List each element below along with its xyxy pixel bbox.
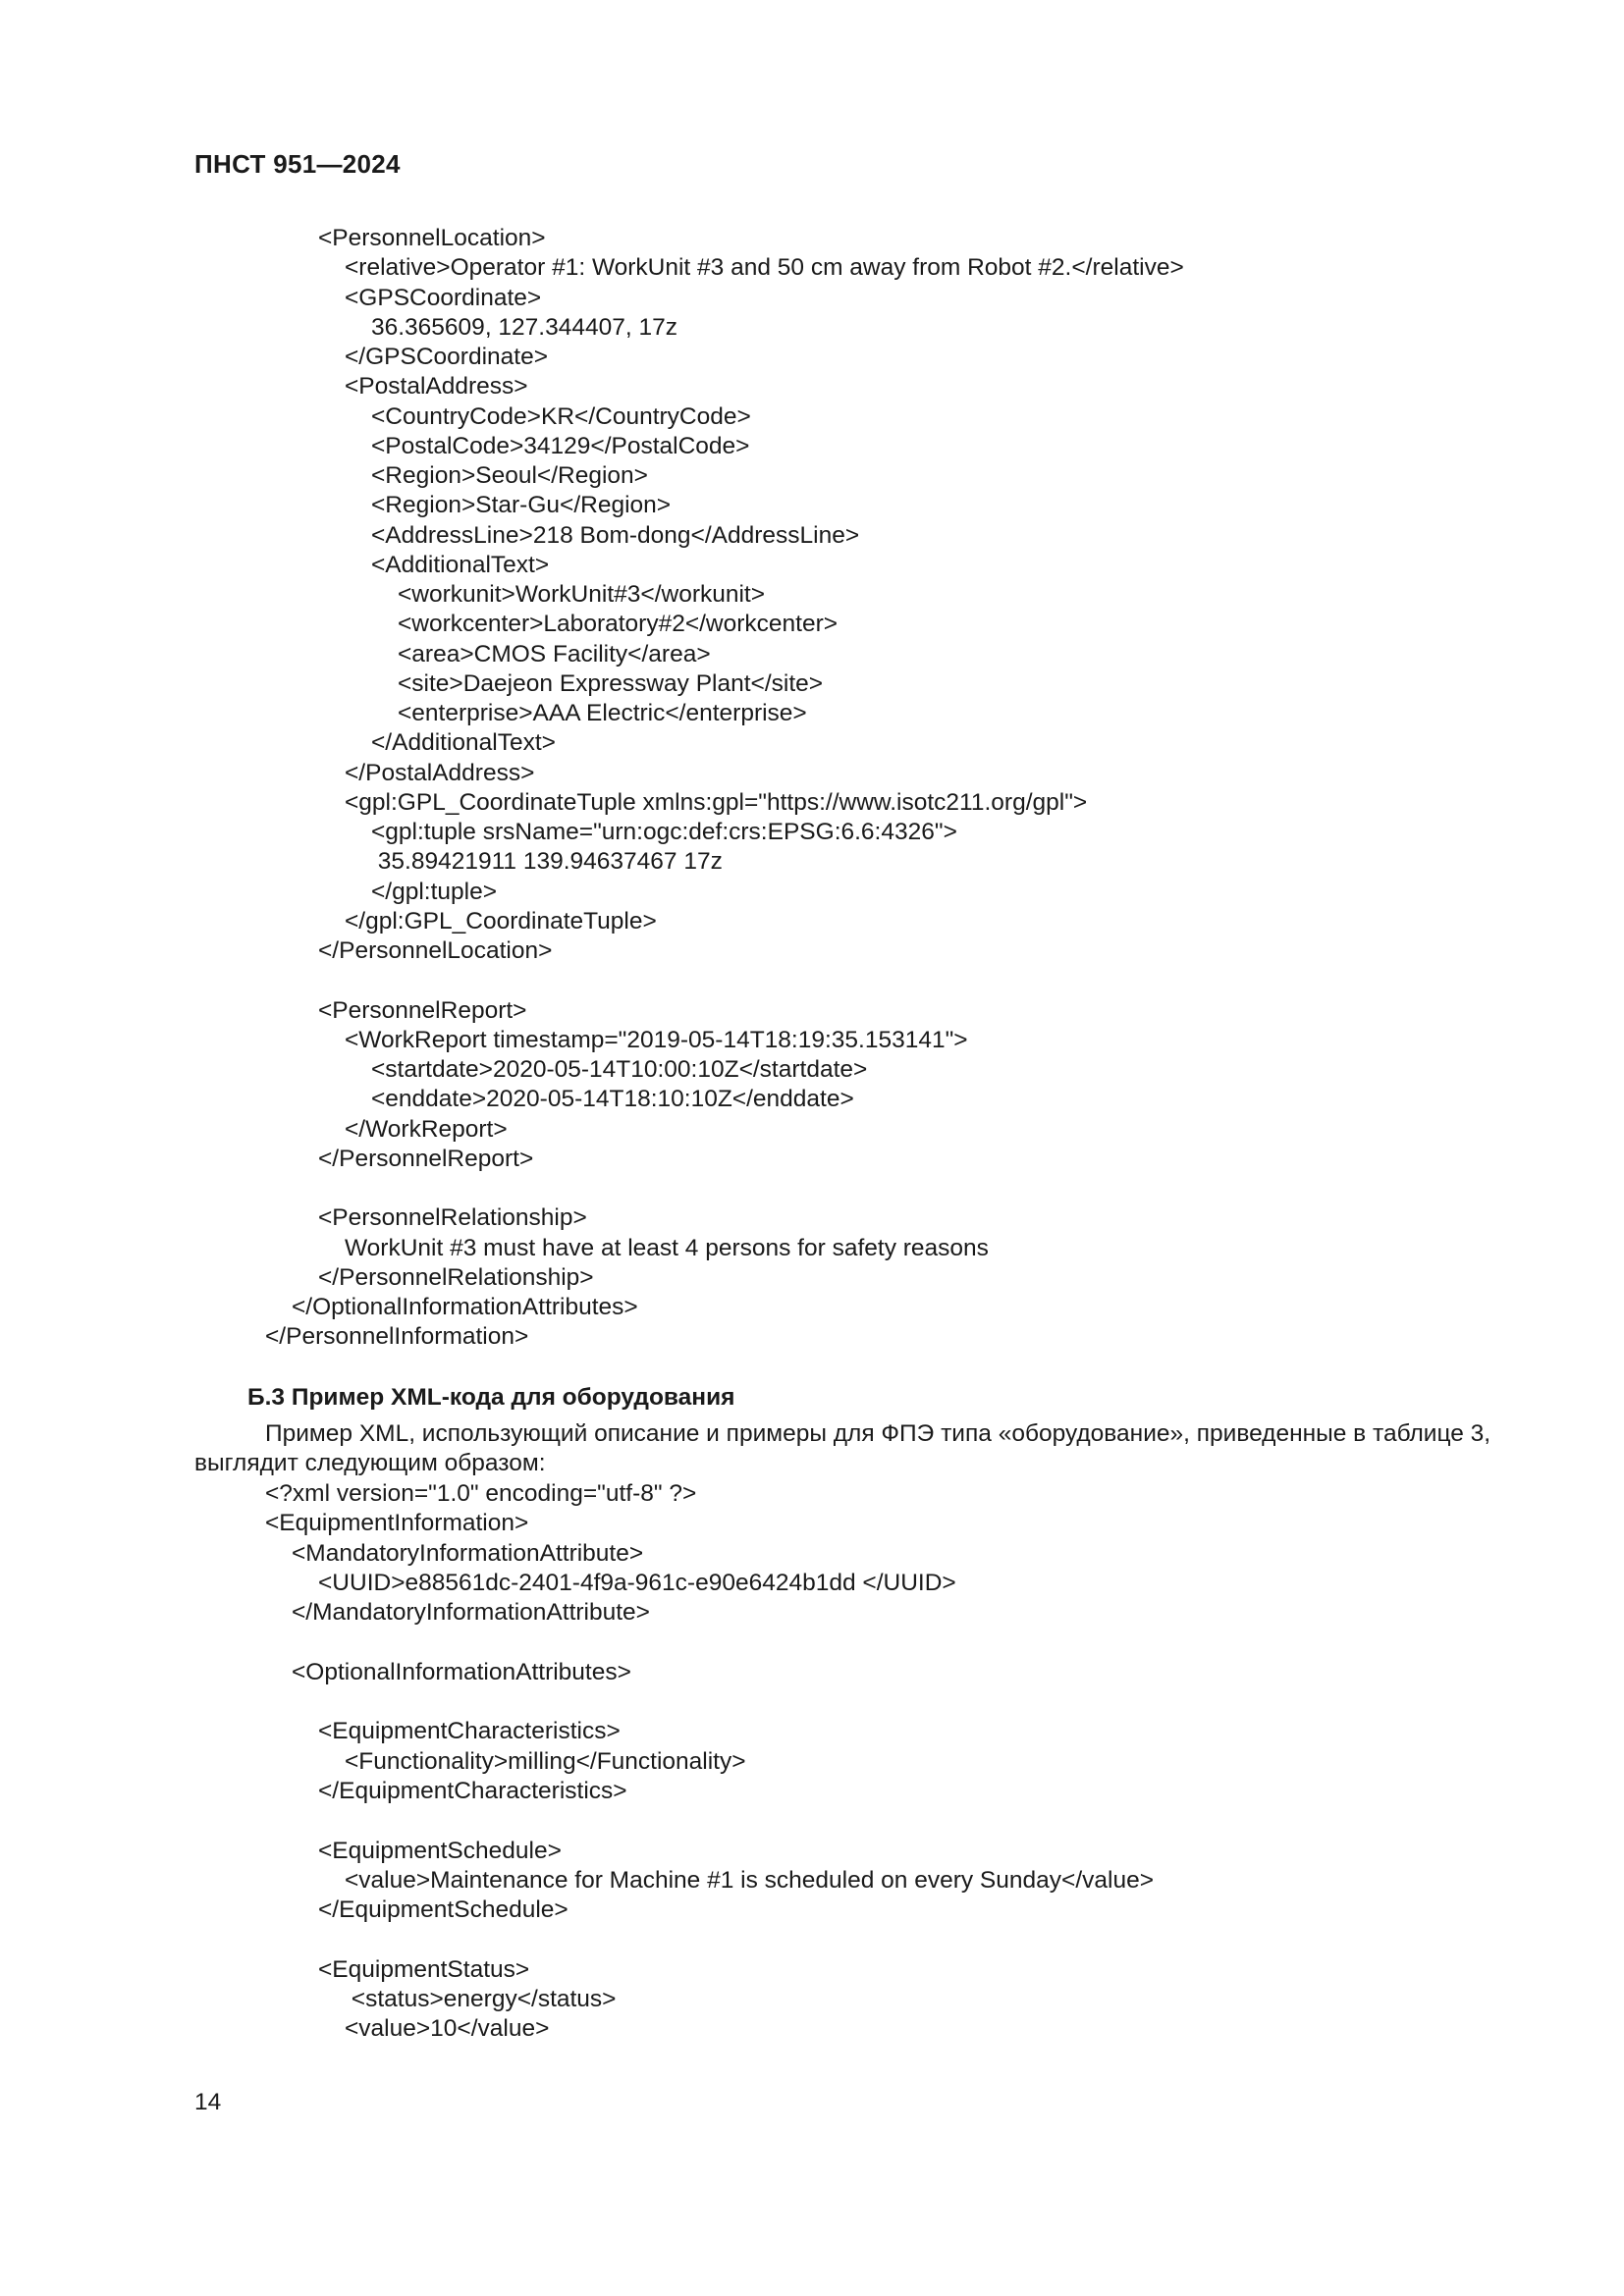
code-line: <OptionalInformationAttributes> — [292, 1658, 631, 1685]
paragraph-line-2: выглядит следующим образом: — [194, 1450, 546, 1476]
code-line: <area>CMOS Facility</area> — [398, 640, 711, 667]
code-line: <Functionality>milling</Functionality> — [345, 1747, 746, 1775]
code-line: </OptionalInformationAttributes> — [292, 1294, 638, 1320]
code-line: <GPSCoordinate> — [345, 284, 542, 311]
code-line: <site>Daejeon Expressway Plant</site> — [398, 669, 824, 697]
code-line: <AdditionalText> — [371, 551, 550, 578]
code-line: <PersonnelLocation> — [318, 225, 546, 251]
code-line: </PostalAddress> — [345, 759, 535, 786]
code-line: </PersonnelInformation> — [265, 1323, 529, 1351]
paragraph-line-1: Пример XML, использующий описание и примеры для ФПЭ типа «оборудование», приведенные в таблице 3, — [265, 1420, 1491, 1447]
section-paragraph — [194, 1419, 1530, 1478]
code-line: <enddate>2020-05-14T18:10:10Z</enddate> — [371, 1086, 854, 1113]
code-line: </EquipmentSchedule> — [318, 1896, 568, 1924]
code-line: <PersonnelReport> — [318, 996, 527, 1024]
code-line: <CountryCode>KR</CountryCode> — [371, 402, 751, 430]
code-line: <value>Maintenance for Machine #1 is scheduled on every Sunday</value> — [345, 1866, 1155, 1894]
code-line: <UUID>e88561dc-2401-4f9a-961c-e90e6424b1dd </UUID> — [318, 1569, 956, 1596]
code-line: 36.365609, 127.344407, 17z — [371, 313, 677, 341]
code-line: </gpl:tuple> — [371, 878, 498, 905]
page-number: 14 — [194, 2089, 222, 2115]
code-line: </EquipmentCharacteristics> — [318, 1778, 627, 1804]
code-line: </MandatoryInformationAttribute> — [292, 1599, 650, 1627]
code-line: </PersonnelRelationship> — [318, 1263, 594, 1291]
section-heading: Б.3 Пример XML-кода для оборудования — [247, 1384, 735, 1411]
code-line: <PersonnelRelationship> — [318, 1204, 587, 1232]
code-line: </GPSCoordinate> — [345, 344, 549, 370]
code-line: <gpl:GPL_CoordinateTuple xmlns:gpl="https://www.isotc211.org/gpl"> — [345, 788, 1088, 816]
code-line: </AdditionalText> — [371, 729, 556, 757]
document-header: ПНСТ 951—2024 — [194, 149, 401, 179]
code-line: </PersonnelLocation> — [318, 937, 553, 964]
code-line: <status>energy</status> — [345, 1986, 617, 2013]
code-line: 35.89421911 139.94637467 17z — [371, 848, 723, 876]
code-line: <enterprise>AAA Electric</enterprise> — [398, 700, 807, 726]
code-line: <startdate>2020-05-14T10:00:10Z</startdate> — [371, 1056, 868, 1083]
code-line: <?xml version="1.0" encoding="utf-8" ?> — [265, 1480, 697, 1507]
code-line: <EquipmentSchedule> — [318, 1837, 562, 1864]
code-line: <MandatoryInformationAttribute> — [292, 1539, 644, 1567]
code-line: <Region>Seoul</Region> — [371, 462, 648, 489]
code-line: WorkUnit #3 must have at least 4 persons for safety reasons — [345, 1234, 989, 1261]
code-line: <EquipmentStatus> — [318, 1955, 530, 1983]
code-line: <relative>Operator #1: WorkUnit #3 and 50 cm away from Robot #2.</relative> — [345, 254, 1184, 282]
code-line: <PostalAddress> — [345, 373, 528, 400]
code-line: <WorkReport timestamp="2019-05-14T18:19:35.153141"> — [345, 1026, 968, 1053]
code-line: <value>10</value> — [345, 2015, 550, 2043]
code-line: <AddressLine>218 Bom-dong</AddressLine> — [371, 521, 860, 549]
code-line: <EquipmentInformation> — [265, 1510, 529, 1537]
code-line: <Region>Star-Gu</Region> — [371, 492, 672, 519]
code-line: <workcenter>Laboratory#2</workcenter> — [398, 611, 839, 638]
code-line: <workunit>WorkUnit#3</workunit> — [398, 581, 766, 608]
code-line: </PersonnelReport> — [318, 1145, 534, 1172]
code-line: </WorkReport> — [345, 1115, 508, 1143]
code-line: <PostalCode>34129</PostalCode> — [371, 432, 750, 459]
code-line: <EquipmentCharacteristics> — [318, 1718, 621, 1745]
code-line: <gpl:tuple srsName="urn:ogc:def:crs:EPSG:6.6:4326"> — [371, 819, 957, 845]
code-line: </gpl:GPL_CoordinateTuple> — [345, 907, 657, 934]
